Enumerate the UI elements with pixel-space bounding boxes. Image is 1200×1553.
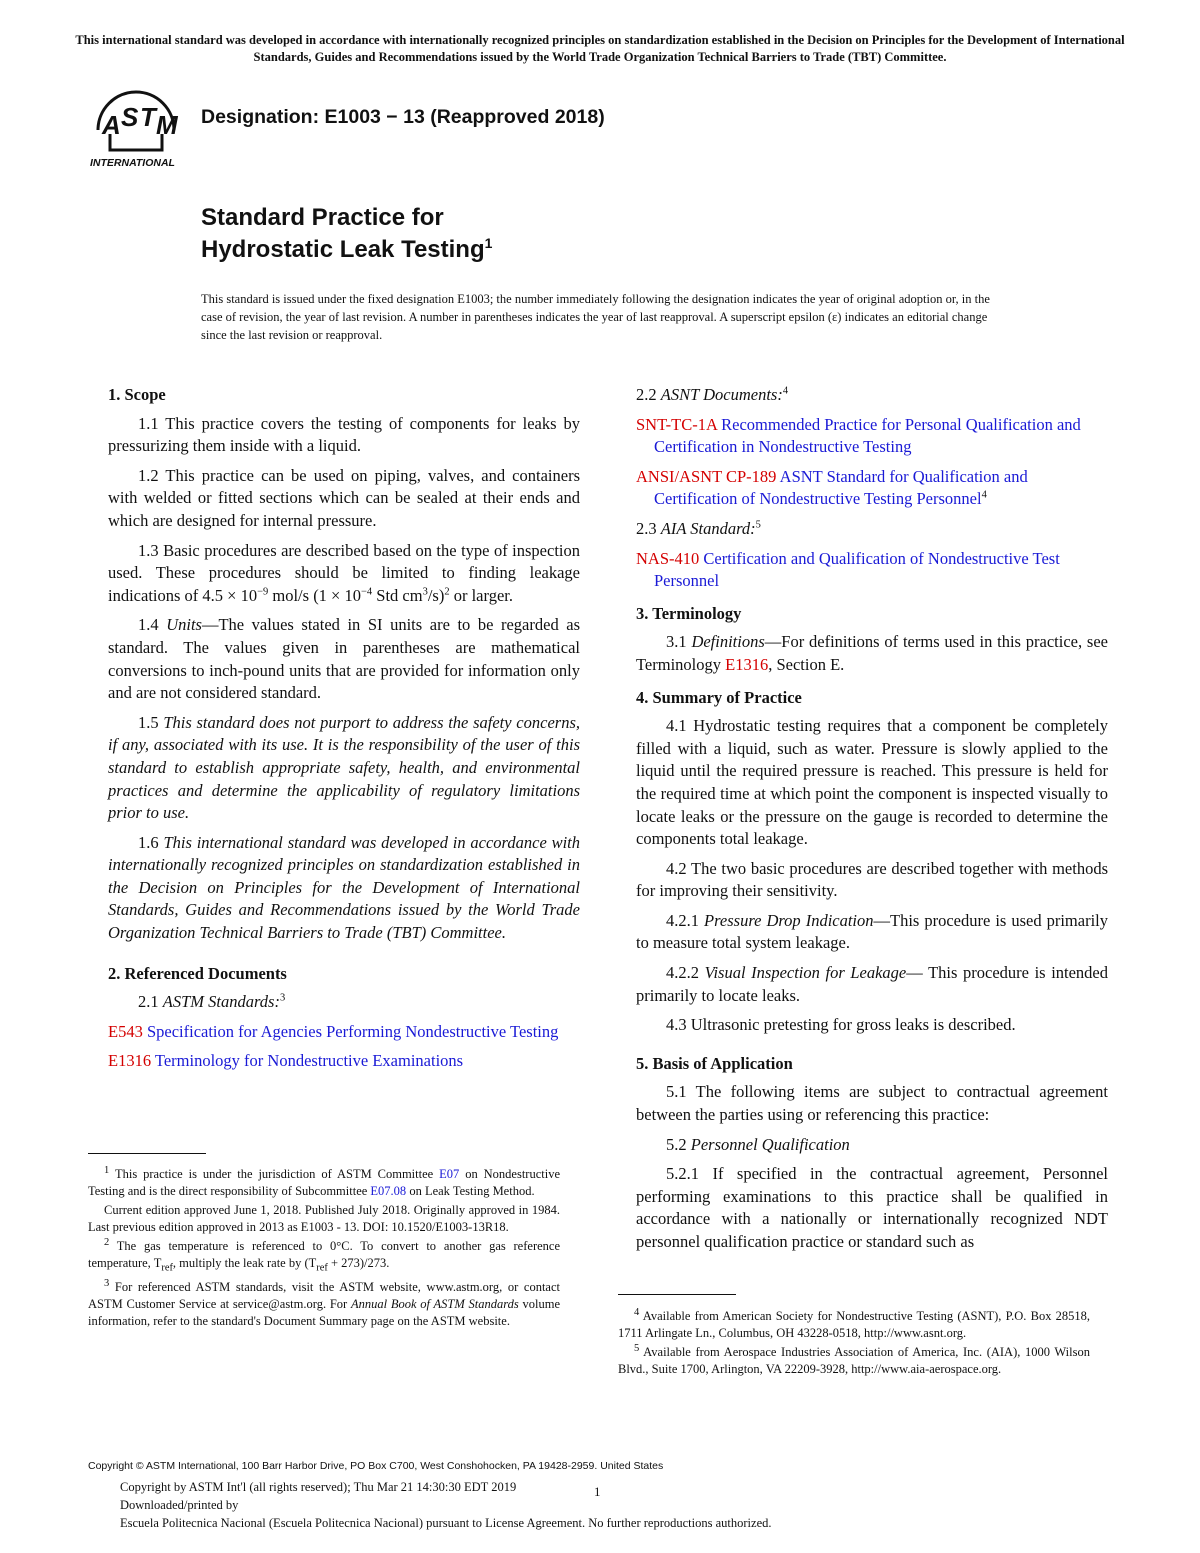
document-title <box>201 202 492 266</box>
section-heading-terminology: 3. Terminology <box>636 603 742 623</box>
paragraph-1-2: 1.2 This practice can be used on piping, valves, and containers with welded or fitted sections which can be sealed at their ends and which are designed for internal pressure. <box>108 465 580 530</box>
section-heading-summary: 4. Summary of Practice <box>636 687 802 707</box>
paragraph-5-1: 5.1 The following items are subject to contractual agreement between the parties using or referencing this practice: <box>636 1082 1108 1125</box>
footnote-1-edition: Current edition approved June 1, 2018. Published July 2018. Originally approved in 1984. Last previous edition approved in 2013 as E1003 - 13. DOI: 10.1520/E1003-13R18. <box>88 1203 560 1234</box>
subcommittee-link-e07-08[interactable]: E07.08 <box>370 1184 407 1198</box>
ref-item-snt-tc-1a[interactable]: SNT-TC-1A Recommended Practice for Personal Qualification and Certification in Nondestructive Testing <box>636 414 1081 457</box>
footnote-2: $^2$ The gas temperature is referenced to 0°C. To convert to another gas reference temperature, $T_{ref}$, multiply the leak rate by $(T_{ref} + 273)/273$. <box>88 1236 560 1274</box>
title-line-1: Standard Practice for <box>201 204 444 231</box>
paragraph-4-2-1: 4.2.1 Pressure Drop Indication—This procedure is used primarily to measure total system leakage. <box>636 910 1108 953</box>
astm-logo-icon <box>88 82 188 168</box>
top-notice: This international standard was developed in accordance with internationally recognized principles on standardization established in the Decision on Principles for the Development of International Standards, Guides and Recommendations issued by the World Trade Organization Technical Barriers to Trade (TBT) Committee. <box>75 33 1125 64</box>
title-footnote-ref[interactable]: 1 <box>484 235 493 251</box>
paragraph-1-4: 1.4 Units—The values stated in SI units are to be regarded as standard. The values given in parentheses are mathematical conversions to inch-pound units that are provided for information only and are not considered standard. <box>108 615 581 703</box>
svg-text:A: A <box>102 110 121 140</box>
title-line-2 <box>201 234 492 266</box>
license-line-3: Escuela Politecnica Nacional (Escuela Politecnica Nacional) pursuant to License Agreement. No further reproductions authorized. <box>120 1516 772 1530</box>
paragraph-1-3: 1.3 Basic procedures are described based on the type of inspection used. These procedures should be limited to finding leakage indications of $4.5 \times 10^{-9}$ mol/s ($1 \times 10^{-4}$ Std $cm^3/s)^2$ or larger. <box>108 540 580 605</box>
paragraph-5-2-1: 5.2.1 If specified in the contractual agreement, Personnel performing examinations to this practice shall be qualified in accordance with a nationally or internationally recognized NDT personnel qualification practice or standard such as <box>636 1164 1108 1251</box>
left-column <box>108 384 580 1080</box>
footnote-3: $^3$ For referenced ASTM standards, visit the ASTM website, www.astm.org, or contact ASTM Customer Service at service@astm.org. For Annual Book of ASTM Standards volume information, refer to the standard's Document Summary page on the ASTM website. <box>88 1277 561 1328</box>
section-heading-referenced-documents: 2. Referenced Documents <box>108 963 287 983</box>
ref-link-e1316[interactable]: E1316 <box>725 654 769 674</box>
committee-link-e07[interactable]: E07 <box>439 1167 460 1181</box>
svg-text:S: S <box>121 102 139 132</box>
footnote-1: $^1$ This practice is under the jurisdiction of ASTM Committee E07 on Nondestructive Testing and is the direct responsibility of Subcommittee E07.08 on Leak Testing Method. <box>88 1164 560 1198</box>
paragraph-4-2-2: 4.2.2 Visual Inspection for Leakage— This procedure is intended primarily to locate leaks. <box>636 963 1109 1005</box>
footnotes-right <box>618 1308 1090 1380</box>
license-line-1: Copyright by ASTM Int'l (all rights reserved); Thu Mar 21 14:30:30 EDT 2019 <box>120 1480 517 1494</box>
paragraph-4-3: 4.3 Ultrasonic pretesting for gross leaks is described. <box>666 1015 1016 1035</box>
footnote-ref-5[interactable]: 5 <box>755 519 761 531</box>
paragraph-3-1: 3.1 Definitions—For definitions of terms used in this practice, see Terminology E1316, Section E. <box>636 632 1108 674</box>
issued-statement: This standard is issued under the fixed designation E1003; the number immediately following the designation indicates the year of original adoption or, in the case of revision, the year of last revision. A number in parentheses indicates the year of last reapproval. A superscript epsilon (ε) indicates an editorial change since the last revision or reapproval. <box>201 292 990 342</box>
paragraph-1-1: 1.1 This practice covers the testing of components for leaks by pressurizing them inside with a liquid. <box>108 413 580 456</box>
paragraph-1-6: 1.6 This international standard was developed in accordance with internationally recognized principles on standardization established in the Decision on Principles for the Development of International Standards, Guides and Recommendations issued by the World Trade Organization Technical Barriers to Trade (TBT) Committee. <box>108 832 581 943</box>
svg-text:T: T <box>140 102 156 132</box>
footnote-4: $^4$ Available from American Society for Nondestructive Testing (ASNT), P.O. Box 28518, 1711 Arlingate Ln., Columbus, OH 43228-0518, http://www.asnt.org. <box>618 1306 1090 1340</box>
right-column <box>636 384 1108 1261</box>
license-notice <box>120 1478 772 1532</box>
footnote-ref-4[interactable]: 4 <box>782 385 789 397</box>
footnote-divider-left <box>88 1153 206 1154</box>
svg-text:M: M <box>156 110 178 140</box>
paragraph-5-2: 5.2 Personnel Qualification <box>666 1134 850 1154</box>
astm-logo-subtext: INTERNATIONAL <box>90 157 175 168</box>
asnt-documents-label: 2.2 ASNT Documents:$^4$ <box>636 385 789 404</box>
designation: Designation: E1003 − 13 (Reapproved 2018) <box>201 106 605 128</box>
paragraph-4-2: 4.2 The two basic procedures are described together with methods for improving their sensitivity. <box>636 858 1108 901</box>
ref-item-nas-410[interactable]: NAS-410 Certification and Qualification of Nondestructive Test Personnel <box>636 548 1060 591</box>
ref-item-e543[interactable]: E543 Specification for Agencies Performing Nondestructive Testing <box>108 1021 559 1041</box>
footnote-divider-right <box>618 1294 736 1295</box>
footnote-ref-2[interactable]: 2 <box>444 586 450 598</box>
paragraph-4-1: 4.1 Hydrostatic testing requires that a component be completely filled with a liquid, such as water. Pressure is slowly applied to the liquid until the required pressure is reached. This pressure is held for the required time at which point the component is inspected visually to locate leaks or the pressure on the gauge is recorded to determine the components total leakage. <box>636 716 1108 849</box>
ref-item-e1316[interactable]: E1316 Terminology for Nondestructive Examinations <box>108 1051 464 1071</box>
footnote-5: $^5$ Available from Aerospace Industries Association of America, Inc. (AIA), 1000 Wilson Blvd., Suite 1700, Arlington, VA 22209-3928, http://www.aia-aerospace.org. <box>618 1342 1090 1376</box>
footnote-ref-3[interactable]: 3 <box>279 992 286 1004</box>
license-line-2: Downloaded/printed by <box>120 1498 239 1512</box>
title-text: Hydrostatic Leak Testing <box>201 236 485 263</box>
ref-item-cp-189[interactable]: ANSI/ASNT CP-189 ASNT Standard for Qualification and Certification of Nondestructive Testing Personnel$^4$ <box>636 466 1028 509</box>
paragraph-1-5: 1.5 This standard does not purport to address the safety concerns, if any, associated with its use. It is the responsibility of the user of this standard to establish appropriate safety, health, and environmental practices and determine the applicability of regulatory limitations prior to use. <box>108 712 580 823</box>
section-heading-basis: 5. Basis of Application <box>636 1053 793 1073</box>
page-number: 1 <box>594 1484 601 1499</box>
astm-standards-label: 2.1 ASTM Standards:$^3$ <box>138 992 286 1012</box>
aia-standard-label: 2.3 AIA Standard:$^5$ <box>636 518 761 538</box>
footnotes-left <box>88 1166 560 1332</box>
copyright-line: Copyright © ASTM International, 100 Barr Harbor Drive, PO Box C700, West Conshohocken, PA 19428-2959. United States <box>88 1460 664 1472</box>
section-heading-scope: 1. Scope <box>108 385 166 404</box>
